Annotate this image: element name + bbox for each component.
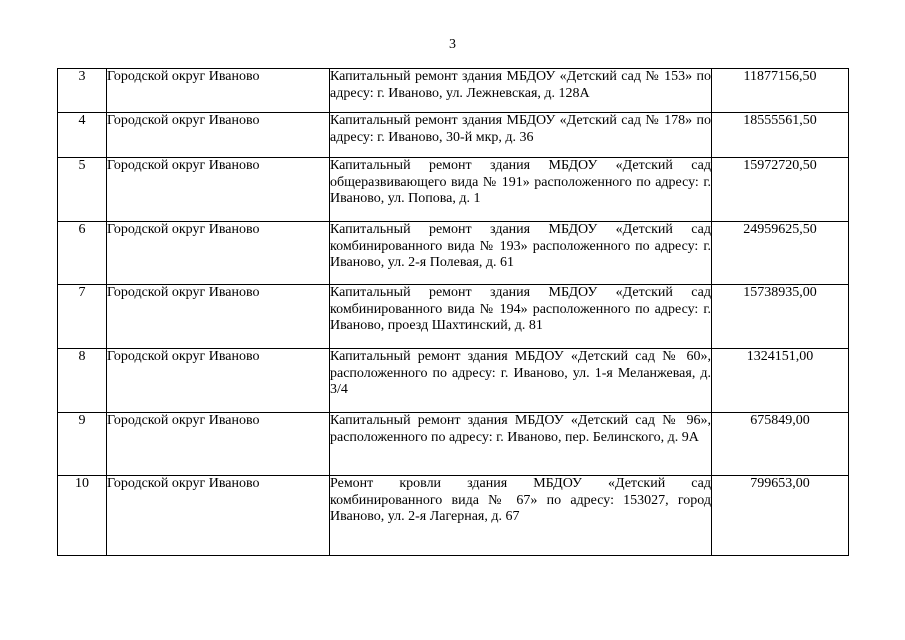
municipality-cell: Городской округ Иваново: [107, 349, 330, 413]
description-cell: Ремонт кровли здания МБДОУ «Детский сад комбинированного вида № 67» по адресу: 153027, город Иваново, ул. 2-я Лагерная, д. 67: [330, 476, 712, 556]
table-row: [58, 349, 849, 413]
municipality-cell: Городской округ Иваново: [107, 476, 330, 556]
description-cell: Капитальный ремонт здания МБДОУ «Детский сад № 153» по адресу: г. Иваново, ул. Лежневская, д. 128А: [330, 69, 712, 113]
amount-cell: 675849,00: [712, 413, 849, 476]
amount-cell: 24959625,50: [712, 222, 849, 285]
row-number: 5: [58, 158, 107, 222]
description-cell: Капитальный ремонт здания МБДОУ «Детский сад № 60», расположенного по адресу: г. Иваново, ул. 1-я Меланжевая, д. 3/4: [330, 349, 712, 413]
description-cell: Капитальный ремонт здания МБДОУ «Детский сад комбинированного вида № 194» расположенного по адресу: г. Иваново, проезд Шахтинский, д. 81: [330, 285, 712, 349]
table-row: [58, 222, 849, 285]
description-cell: Капитальный ремонт здания МБДОУ «Детский сад № 96», расположенного по адресу: г. Иваново, пер. Белинского, д. 9А: [330, 413, 712, 476]
description-cell: Капитальный ремонт здания МБДОУ «Детский сад комбинированного вида № 193» расположенного по адресу: г. Иваново, ул. 2-я Полевая, д. 61: [330, 222, 712, 285]
row-number: 8: [58, 349, 107, 413]
amount-cell: 1324151,00: [712, 349, 849, 413]
table-row: [58, 285, 849, 349]
table-row: [58, 476, 849, 556]
municipality-cell: Городской округ Иваново: [107, 158, 330, 222]
table-row: [58, 413, 849, 476]
table-row: [58, 69, 849, 113]
row-number: 7: [58, 285, 107, 349]
description-cell: Капитальный ремонт здания МБДОУ «Детский сад общеразвивающего вида № 191» расположенного по адресу: г. Иваново, ул. Попова, д. 1: [330, 158, 712, 222]
row-number: 4: [58, 113, 107, 158]
table-row: [58, 158, 849, 222]
municipality-cell: Городской округ Иваново: [107, 69, 330, 113]
amount-cell: 799653,00: [712, 476, 849, 556]
funding-table: [57, 68, 849, 556]
page-number: 3: [449, 37, 456, 52]
amount-cell: 15738935,00: [712, 285, 849, 349]
row-number: 3: [58, 69, 107, 113]
row-number: 6: [58, 222, 107, 285]
row-number: 10: [58, 476, 107, 556]
municipality-cell: Городской округ Иваново: [107, 113, 330, 158]
description-cell: Капитальный ремонт здания МБДОУ «Детский сад № 178» по адресу: г. Иваново, 30-й мкр, д. 36: [330, 113, 712, 158]
municipality-cell: Городской округ Иваново: [107, 413, 330, 476]
amount-cell: 18555561,50: [712, 113, 849, 158]
municipality-cell: Городской округ Иваново: [107, 285, 330, 349]
table-row: [58, 113, 849, 158]
amount-cell: 15972720,50: [712, 158, 849, 222]
row-number: 9: [58, 413, 107, 476]
municipality-cell: Городской округ Иваново: [107, 222, 330, 285]
amount-cell: 11877156,50: [712, 69, 849, 113]
